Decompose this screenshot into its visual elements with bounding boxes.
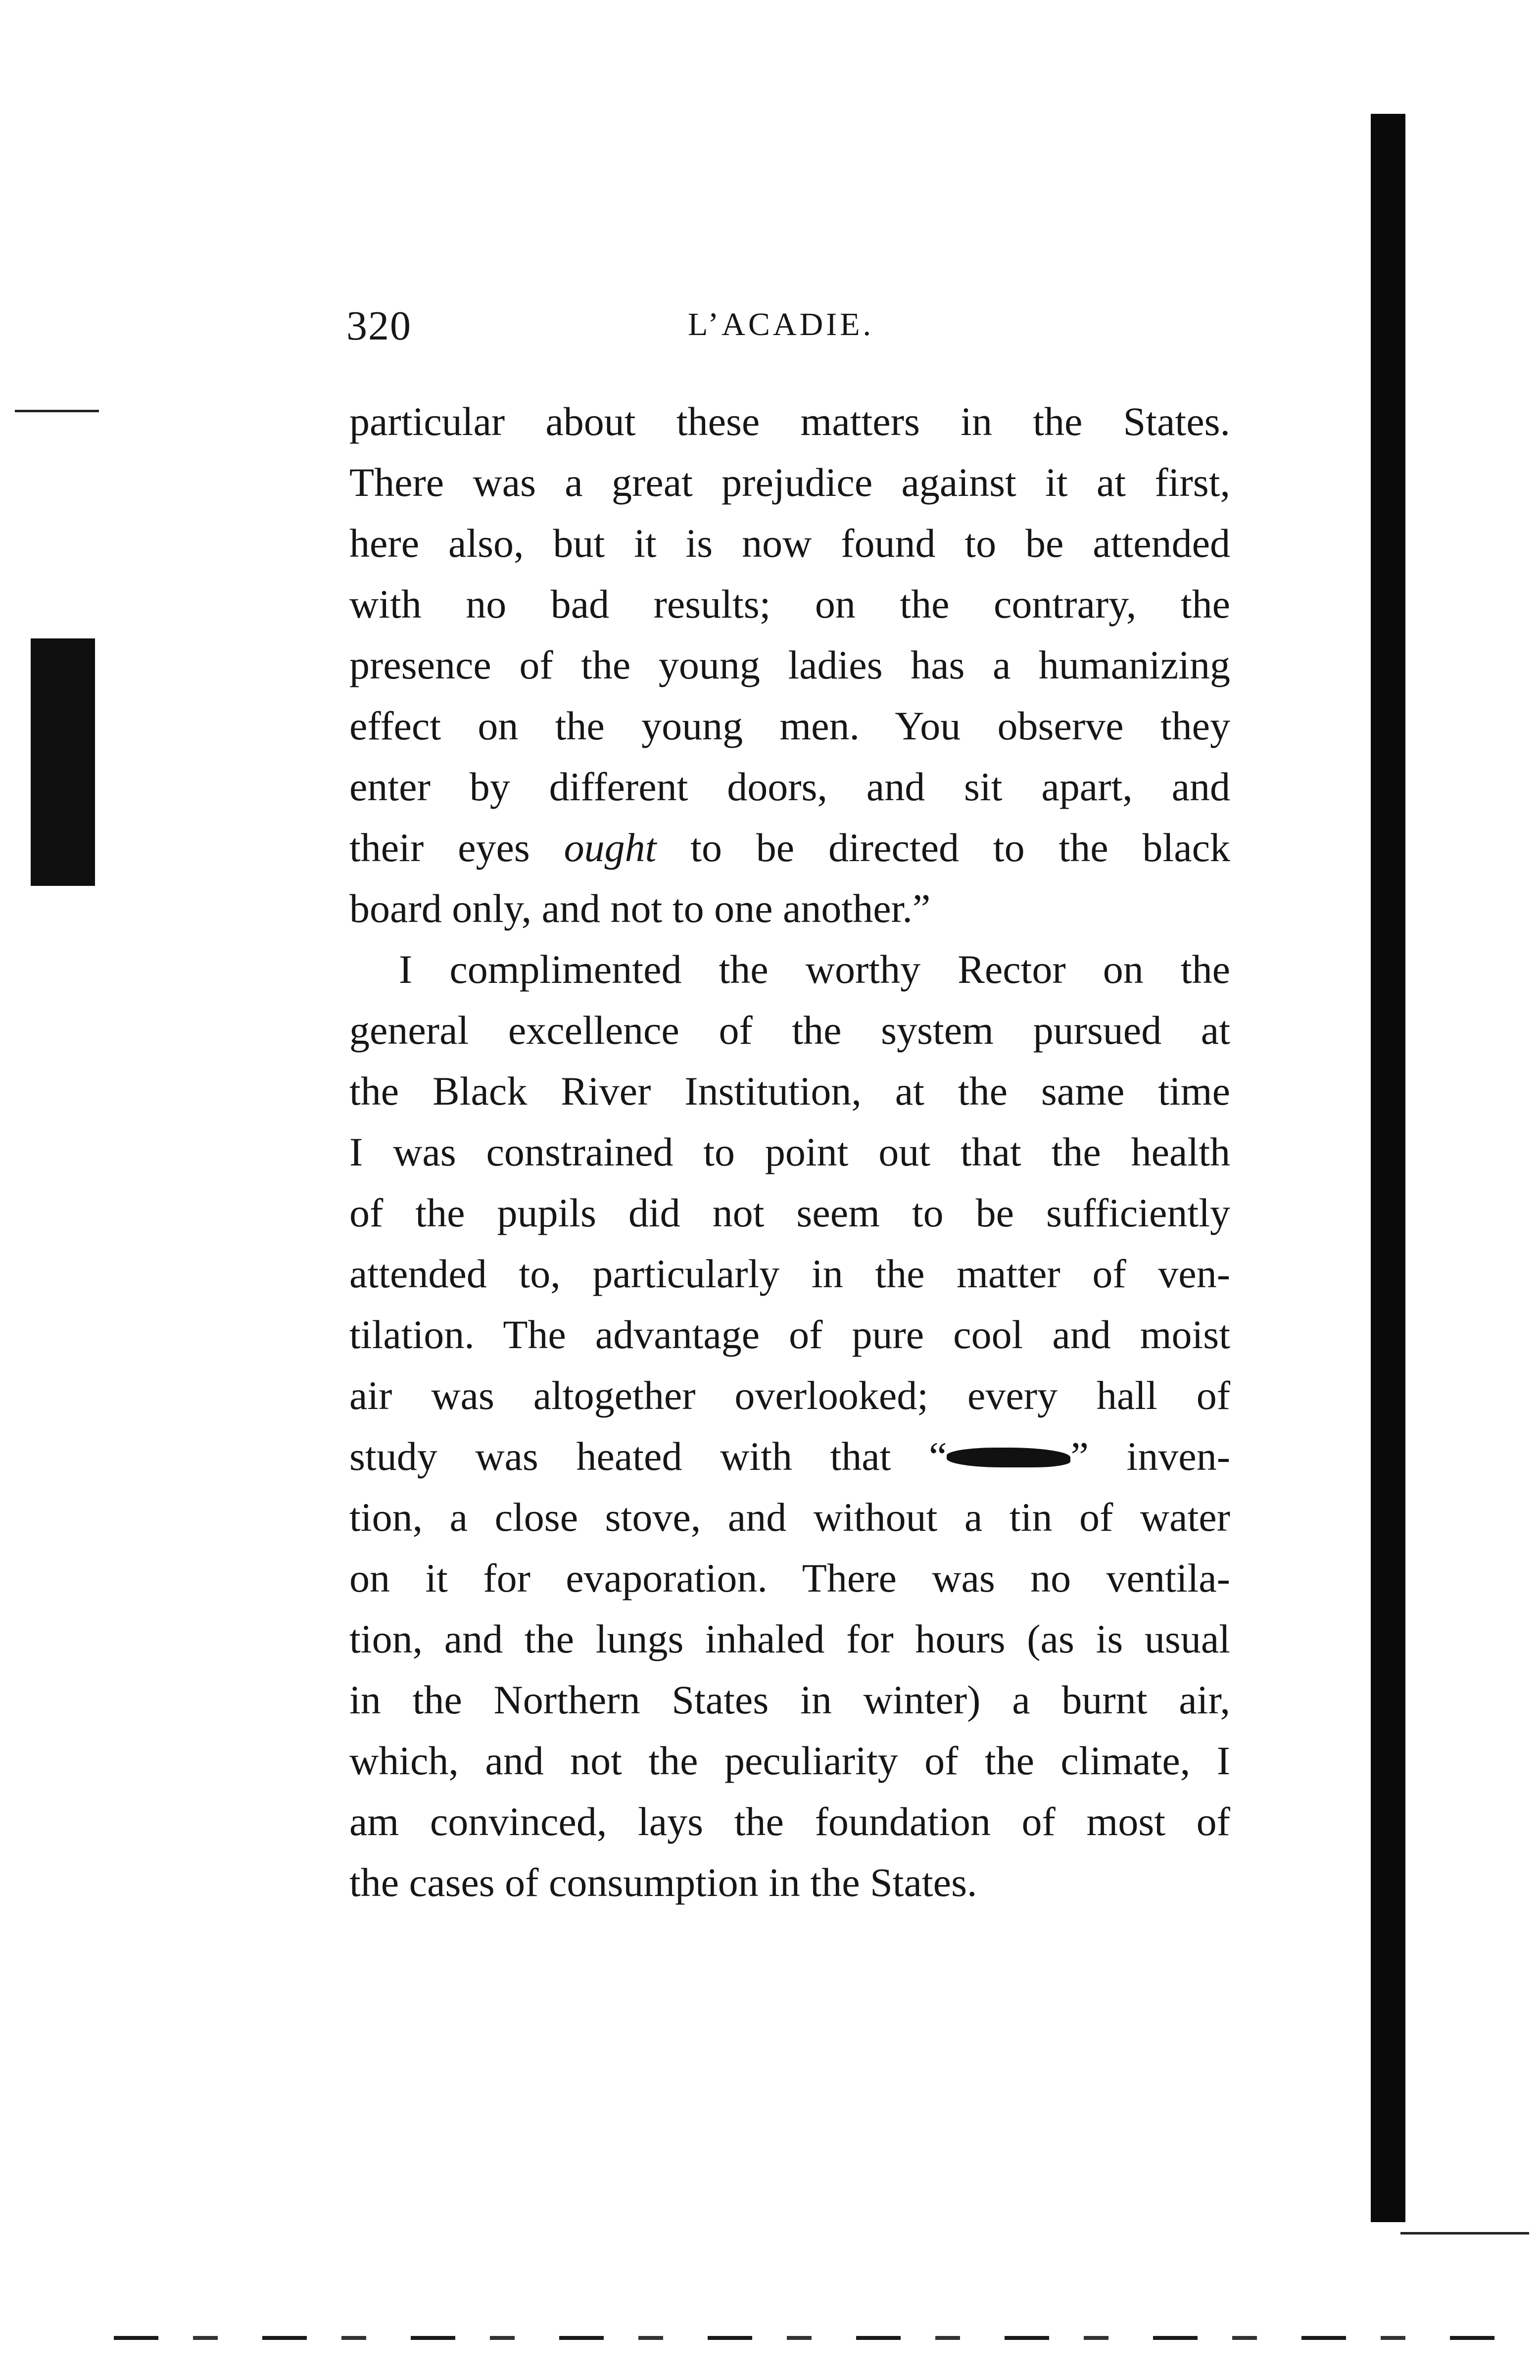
text-line: board only, and not to one another.” xyxy=(349,886,931,931)
scan-mark-left xyxy=(15,410,99,412)
body-text xyxy=(349,391,1230,1913)
text-line: enter by different doors, and sit apart, and xyxy=(349,764,1230,809)
scan-edge-shadow xyxy=(31,638,95,886)
text-line: attended to, particularly in the matter of ven- xyxy=(349,1251,1230,1296)
text-segment: their eyes xyxy=(349,825,530,870)
text-line: I was constrained to point out that the health xyxy=(349,1129,1230,1174)
running-title: L’ACADIE. xyxy=(688,306,874,342)
text-line: the Black River Institution, at the same time xyxy=(349,1069,1230,1114)
ink-blot-redaction xyxy=(947,1448,1070,1467)
italic-word: ought xyxy=(564,825,657,870)
page-number: 320 xyxy=(346,303,412,349)
text-line: effect on the young men. You observe they xyxy=(349,703,1230,748)
text-line: tilation. The advantage of pure cool and moist xyxy=(349,1312,1230,1357)
text-line xyxy=(349,817,1230,878)
text-line: here also, but it is now found to be attended xyxy=(349,521,1230,566)
scan-bottom-edge xyxy=(114,2336,1524,2340)
text-line: There was a great prejudice against it at first, xyxy=(349,460,1230,505)
text-line: air was altogether overlooked; every hall of xyxy=(349,1373,1230,1418)
paragraph-first-line: I complimented the worthy Rector on the xyxy=(399,947,1230,992)
text-segment: study was heated with that “ xyxy=(349,1434,947,1479)
text-line: particular about these matters in the States. xyxy=(349,399,1230,444)
text-line: tion, a close stove, and without a tin of water xyxy=(349,1495,1230,1540)
text-segment: ” inven- xyxy=(1070,1434,1230,1479)
text-line: tion, and the lungs inhaled for hours (as is usual xyxy=(349,1616,1230,1661)
text-line: with no bad results; on the contrary, the xyxy=(349,582,1230,627)
text-line: general excellence of the system pursued at xyxy=(349,1008,1230,1053)
text-segment: to be directed to the black xyxy=(690,825,1231,870)
text-line: which, and not the peculiarity of the climate, I xyxy=(349,1738,1230,1783)
scan-binding-shadow xyxy=(1371,114,1405,2222)
text-line: in the Northern States in winter) a burnt air, xyxy=(349,1677,1230,1722)
text-line: on it for evaporation. There was no ventila- xyxy=(349,1555,1230,1601)
text-line: of the pupils did not seem to be sufficiently xyxy=(349,1190,1230,1235)
text-line: am convinced, lays the foundation of most of xyxy=(349,1799,1230,1844)
text-line: the cases of consumption in the States. xyxy=(349,1860,977,1905)
text-line xyxy=(349,1426,1230,1487)
running-header xyxy=(346,302,1237,361)
scan-mark-right xyxy=(1400,2232,1529,2234)
text-line: presence of the young ladies has a humanizing xyxy=(349,642,1230,687)
